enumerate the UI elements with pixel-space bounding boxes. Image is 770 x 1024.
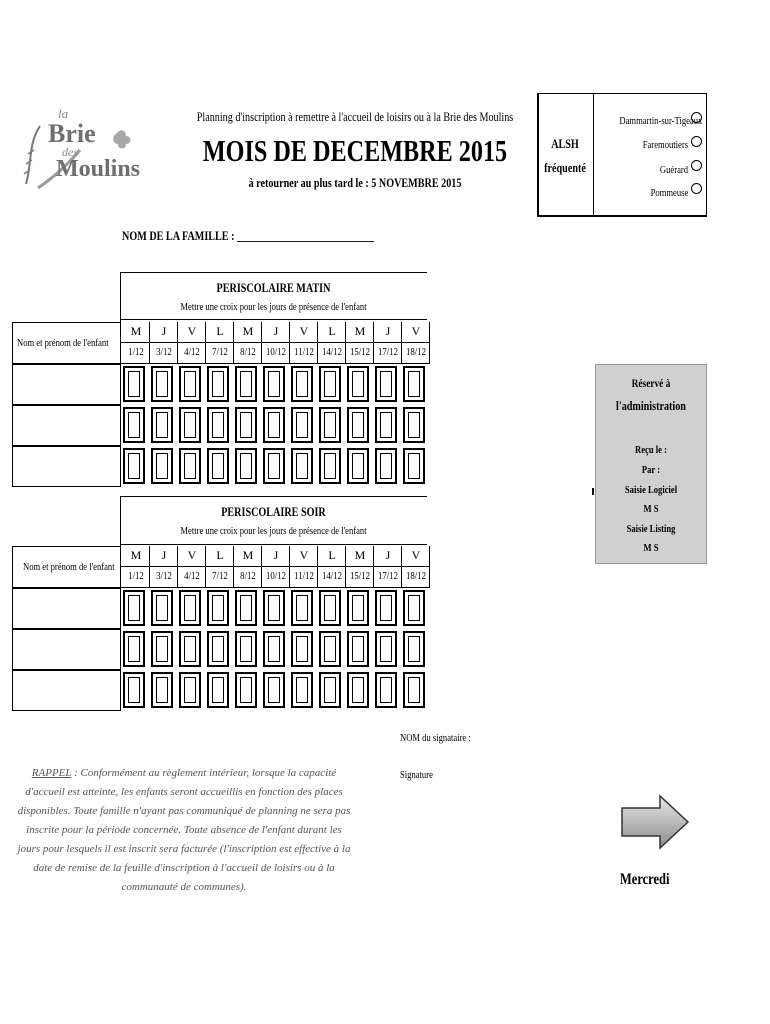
date-label: 3/12 bbox=[156, 346, 172, 358]
date-label: 14/12 bbox=[321, 346, 343, 358]
grid-line bbox=[429, 546, 430, 588]
date-label: 15/12 bbox=[349, 346, 371, 358]
grid-line bbox=[233, 322, 234, 364]
day-label: M bbox=[354, 324, 366, 338]
section-top-border bbox=[120, 272, 427, 273]
attendance-checkbox[interactable] bbox=[235, 631, 257, 667]
child-name-header: Nom et prénom de l'enfant bbox=[12, 322, 121, 364]
signature-field[interactable]: Signature bbox=[400, 769, 433, 781]
mercredi-link[interactable]: Mercredi bbox=[620, 871, 670, 888]
town-option bbox=[596, 160, 688, 178]
header-instructions: Planning d'inscription à remettre à l'accueil de loisirs ou à la Brie des Moulins bbox=[196, 109, 514, 124]
attendance-checkbox[interactable] bbox=[123, 590, 145, 626]
day-label: M bbox=[130, 548, 142, 562]
brie-des-moulins-logo bbox=[18, 104, 148, 194]
date-label: 11/12 bbox=[294, 570, 314, 582]
attendance-checkbox[interactable] bbox=[347, 448, 369, 484]
received-date: Reçu le : bbox=[635, 444, 667, 456]
date-label: 18/12 bbox=[405, 346, 427, 358]
grid-line bbox=[373, 322, 374, 364]
attendance-checkbox[interactable] bbox=[207, 407, 229, 443]
attendance-checkbox[interactable] bbox=[403, 631, 425, 667]
attendance-checkbox[interactable] bbox=[151, 448, 173, 484]
day-label: V bbox=[411, 548, 421, 562]
grid-line bbox=[345, 546, 346, 588]
town-option bbox=[596, 111, 703, 129]
section-title-matin: PERISCOLAIRE MATIN bbox=[216, 280, 331, 295]
grid-line bbox=[317, 546, 318, 588]
alsh-divider bbox=[593, 93, 594, 217]
attendance-checkbox[interactable] bbox=[235, 590, 257, 626]
grid-line bbox=[373, 546, 374, 588]
date-label: 11/12 bbox=[294, 346, 314, 358]
alsh-title: ALSH bbox=[551, 136, 579, 151]
attendance-checkbox[interactable] bbox=[347, 366, 369, 402]
attendance-checkbox[interactable] bbox=[235, 407, 257, 443]
town-radio[interactable] bbox=[691, 112, 702, 123]
grid-line bbox=[120, 566, 429, 567]
attendance-checkbox[interactable] bbox=[207, 631, 229, 667]
attendance-checkbox[interactable] bbox=[375, 590, 397, 626]
attendance-checkbox[interactable] bbox=[375, 366, 397, 402]
attendance-checkbox[interactable] bbox=[375, 448, 397, 484]
attendance-checkbox[interactable] bbox=[319, 448, 341, 484]
attendance-checkbox[interactable] bbox=[123, 672, 145, 708]
town-option bbox=[596, 135, 688, 153]
attendance-checkbox[interactable] bbox=[151, 672, 173, 708]
attendance-checkbox[interactable] bbox=[291, 448, 313, 484]
attendance-checkbox[interactable] bbox=[235, 366, 257, 402]
day-label: J bbox=[273, 324, 279, 338]
town-radio[interactable] bbox=[691, 160, 702, 171]
attendance-checkbox[interactable] bbox=[179, 672, 201, 708]
attendance-checkbox[interactable] bbox=[179, 631, 201, 667]
attendance-checkbox[interactable] bbox=[375, 407, 397, 443]
town-radio[interactable] bbox=[691, 136, 702, 147]
attendance-checkbox[interactable] bbox=[403, 672, 425, 708]
attendance-checkbox[interactable] bbox=[319, 407, 341, 443]
date-label: 3/12 bbox=[156, 570, 172, 582]
ms-checkbox-1[interactable]: M S bbox=[643, 503, 659, 515]
section-top-border bbox=[120, 496, 427, 497]
attendance-checkbox[interactable] bbox=[291, 366, 313, 402]
attendance-checkbox[interactable] bbox=[403, 407, 425, 443]
saisie-listing: Saisie Listing bbox=[626, 523, 676, 535]
attendance-checkbox[interactable] bbox=[179, 448, 201, 484]
saisie-logiciel: Saisie Logiciel bbox=[624, 484, 678, 496]
attendance-checkbox[interactable] bbox=[179, 366, 201, 402]
attendance-checkbox[interactable] bbox=[151, 590, 173, 626]
section-subtitle: Mettre une croix pour les jours de présence de l'enfant bbox=[180, 525, 367, 537]
section-title-soir: PERISCOLAIRE SOIR bbox=[221, 504, 326, 519]
attendance-checkbox[interactable] bbox=[291, 407, 313, 443]
reserved-title-1: Réservé à bbox=[631, 376, 671, 390]
grid-line bbox=[149, 546, 150, 588]
date-label: 10/12 bbox=[265, 570, 287, 582]
date-label: 14/12 bbox=[321, 570, 343, 582]
date-label: 4/12 bbox=[184, 570, 200, 582]
rappel-label: RAPPEL bbox=[31, 767, 72, 779]
child-name-cell[interactable] bbox=[12, 588, 121, 629]
attendance-checkbox[interactable] bbox=[263, 590, 285, 626]
attendance-checkbox[interactable] bbox=[291, 672, 313, 708]
attendance-checkbox[interactable] bbox=[403, 448, 425, 484]
attendance-checkbox[interactable] bbox=[403, 590, 425, 626]
attendance-checkbox[interactable] bbox=[291, 631, 313, 667]
grid-line bbox=[120, 342, 429, 343]
date-label: 7/12 bbox=[212, 570, 228, 582]
date-label: 8/12 bbox=[240, 570, 256, 582]
date-label: 10/12 bbox=[265, 346, 287, 358]
grid-line bbox=[429, 322, 430, 364]
page-title: MOIS DE DECEMBRE 2015 bbox=[202, 133, 508, 168]
grid-line bbox=[177, 546, 178, 588]
attendance-checkbox[interactable] bbox=[151, 366, 173, 402]
attendance-checkbox[interactable] bbox=[179, 407, 201, 443]
date-label: 15/12 bbox=[349, 570, 371, 582]
svg-text:Brie: Brie bbox=[48, 119, 96, 148]
attendance-checkbox[interactable] bbox=[123, 407, 145, 443]
attendance-checkbox[interactable] bbox=[263, 672, 285, 708]
attendance-checkbox[interactable] bbox=[263, 631, 285, 667]
grid-line bbox=[120, 587, 429, 588]
return-deadline: à retourner au plus tard le : 5 NOVEMBRE 2015 bbox=[248, 175, 462, 190]
date-label: 1/12 bbox=[128, 570, 144, 582]
received-by: Par : bbox=[641, 464, 661, 476]
attendance-checkbox[interactable] bbox=[151, 631, 173, 667]
grid-line bbox=[120, 363, 429, 364]
date-label: 17/12 bbox=[377, 570, 399, 582]
attendance-checkbox[interactable] bbox=[207, 590, 229, 626]
attendance-checkbox[interactable] bbox=[347, 407, 369, 443]
day-label: V bbox=[299, 324, 309, 338]
marker bbox=[592, 488, 594, 495]
right-arrow-icon bbox=[620, 794, 690, 850]
rappel-notice bbox=[14, 764, 354, 897]
attendance-checkbox[interactable] bbox=[403, 366, 425, 402]
day-label: J bbox=[273, 548, 279, 562]
grid-line bbox=[120, 546, 121, 588]
header-divider bbox=[120, 319, 427, 320]
day-label: M bbox=[130, 324, 142, 338]
child-name-cell[interactable] bbox=[12, 629, 121, 670]
attendance-checkbox[interactable] bbox=[207, 366, 229, 402]
grid-line bbox=[289, 322, 290, 364]
section-subtitle: Mettre une croix pour les jours de présence de l'enfant bbox=[180, 301, 367, 313]
day-label: M bbox=[354, 548, 366, 562]
attendance-checkbox[interactable] bbox=[123, 366, 145, 402]
town-label: Dammartin-sur-Tigeaux bbox=[619, 115, 703, 127]
town-label: Guérard bbox=[659, 164, 688, 176]
date-label: 4/12 bbox=[184, 346, 200, 358]
reserved-title-2: l'administration bbox=[616, 398, 686, 413]
grid-line bbox=[205, 546, 206, 588]
grid-line bbox=[233, 546, 234, 588]
date-label: 18/12 bbox=[405, 570, 427, 582]
attendance-checkbox[interactable] bbox=[291, 590, 313, 626]
grid-line bbox=[401, 546, 402, 588]
date-label: 1/12 bbox=[128, 346, 144, 358]
attendance-checkbox[interactable] bbox=[263, 366, 285, 402]
day-label: L bbox=[216, 324, 224, 338]
family-name-field[interactable]: NOM DE LA FAMILLE : ___________________________ bbox=[122, 228, 374, 243]
svg-text:Moulins: Moulins bbox=[56, 156, 141, 182]
grid-line bbox=[177, 322, 178, 364]
signatory-name-field[interactable]: NOM du signataire : bbox=[400, 732, 471, 744]
town-label: Pommeuse bbox=[650, 187, 688, 199]
attendance-checkbox[interactable] bbox=[347, 590, 369, 626]
attendance-checkbox[interactable] bbox=[179, 590, 201, 626]
header-divider bbox=[120, 544, 427, 545]
day-label: V bbox=[299, 548, 309, 562]
town-option bbox=[596, 183, 688, 201]
attendance-checkbox[interactable] bbox=[207, 448, 229, 484]
day-label: L bbox=[328, 324, 336, 338]
attendance-checkbox[interactable] bbox=[319, 672, 341, 708]
day-label: V bbox=[187, 324, 197, 338]
attendance-checkbox[interactable] bbox=[151, 407, 173, 443]
child-name-cell[interactable] bbox=[12, 364, 121, 405]
child-name-cell[interactable] bbox=[12, 405, 121, 446]
date-label: 8/12 bbox=[240, 346, 256, 358]
day-label: J bbox=[161, 324, 167, 338]
grid-line bbox=[120, 322, 121, 364]
day-label: J bbox=[385, 324, 391, 338]
day-label: M bbox=[242, 548, 254, 562]
day-label: M bbox=[242, 324, 254, 338]
alsh-subtitle: fréquenté bbox=[544, 160, 586, 175]
day-label: L bbox=[216, 548, 224, 562]
attendance-checkbox[interactable] bbox=[347, 672, 369, 708]
attendance-checkbox[interactable] bbox=[375, 672, 397, 708]
grid-line bbox=[317, 322, 318, 364]
date-label: 7/12 bbox=[212, 346, 228, 358]
attendance-checkbox[interactable] bbox=[319, 631, 341, 667]
attendance-checkbox[interactable] bbox=[235, 448, 257, 484]
town-radio[interactable] bbox=[691, 183, 702, 194]
attendance-checkbox[interactable] bbox=[263, 407, 285, 443]
grid-line bbox=[261, 546, 262, 588]
svg-text:la: la bbox=[58, 106, 69, 121]
attendance-checkbox[interactable] bbox=[319, 590, 341, 626]
svg-text:des: des bbox=[62, 145, 78, 159]
ms-checkbox-2[interactable]: M S bbox=[643, 542, 659, 554]
day-label: V bbox=[411, 324, 421, 338]
grid-line bbox=[289, 546, 290, 588]
grid-line bbox=[401, 322, 402, 364]
town-label: Faremoutiers bbox=[642, 139, 688, 151]
attendance-checkbox[interactable] bbox=[123, 448, 145, 484]
day-label: J bbox=[161, 548, 167, 562]
child-name-header: Nom et prénom de l'enfant bbox=[12, 546, 121, 588]
attendance-checkbox[interactable] bbox=[347, 631, 369, 667]
day-label: J bbox=[385, 548, 391, 562]
grid-line bbox=[261, 322, 262, 364]
rappel-text: : Conformément au règlement intérieur, lorsque la capacité d'accueil est atteinte, les enfants seront accueillis en fonction des places disponibles. Toute famille n'ayant pas communiqué de planning ne sera pas inscrite pour la période concernée. Toute absence de l'enfant durant les jours pour lesquels il est inscrit sera facturée (l'inscription est effective à la date de remise de la feuille d'inscription à l'accueil de loisirs ou à la communauté de communes). bbox=[17, 767, 351, 893]
grid-line bbox=[345, 322, 346, 364]
date-label: 17/12 bbox=[377, 346, 399, 358]
grid-line bbox=[149, 322, 150, 364]
child-name-cell[interactable] bbox=[12, 670, 121, 711]
attendance-checkbox[interactable] bbox=[263, 448, 285, 484]
attendance-checkbox[interactable] bbox=[375, 631, 397, 667]
attendance-checkbox[interactable] bbox=[207, 672, 229, 708]
child-name-cell[interactable] bbox=[12, 446, 121, 487]
grid-line bbox=[205, 322, 206, 364]
attendance-checkbox[interactable] bbox=[235, 672, 257, 708]
day-label: L bbox=[328, 548, 336, 562]
attendance-checkbox[interactable] bbox=[319, 366, 341, 402]
day-label: V bbox=[187, 548, 197, 562]
attendance-checkbox[interactable] bbox=[123, 631, 145, 667]
